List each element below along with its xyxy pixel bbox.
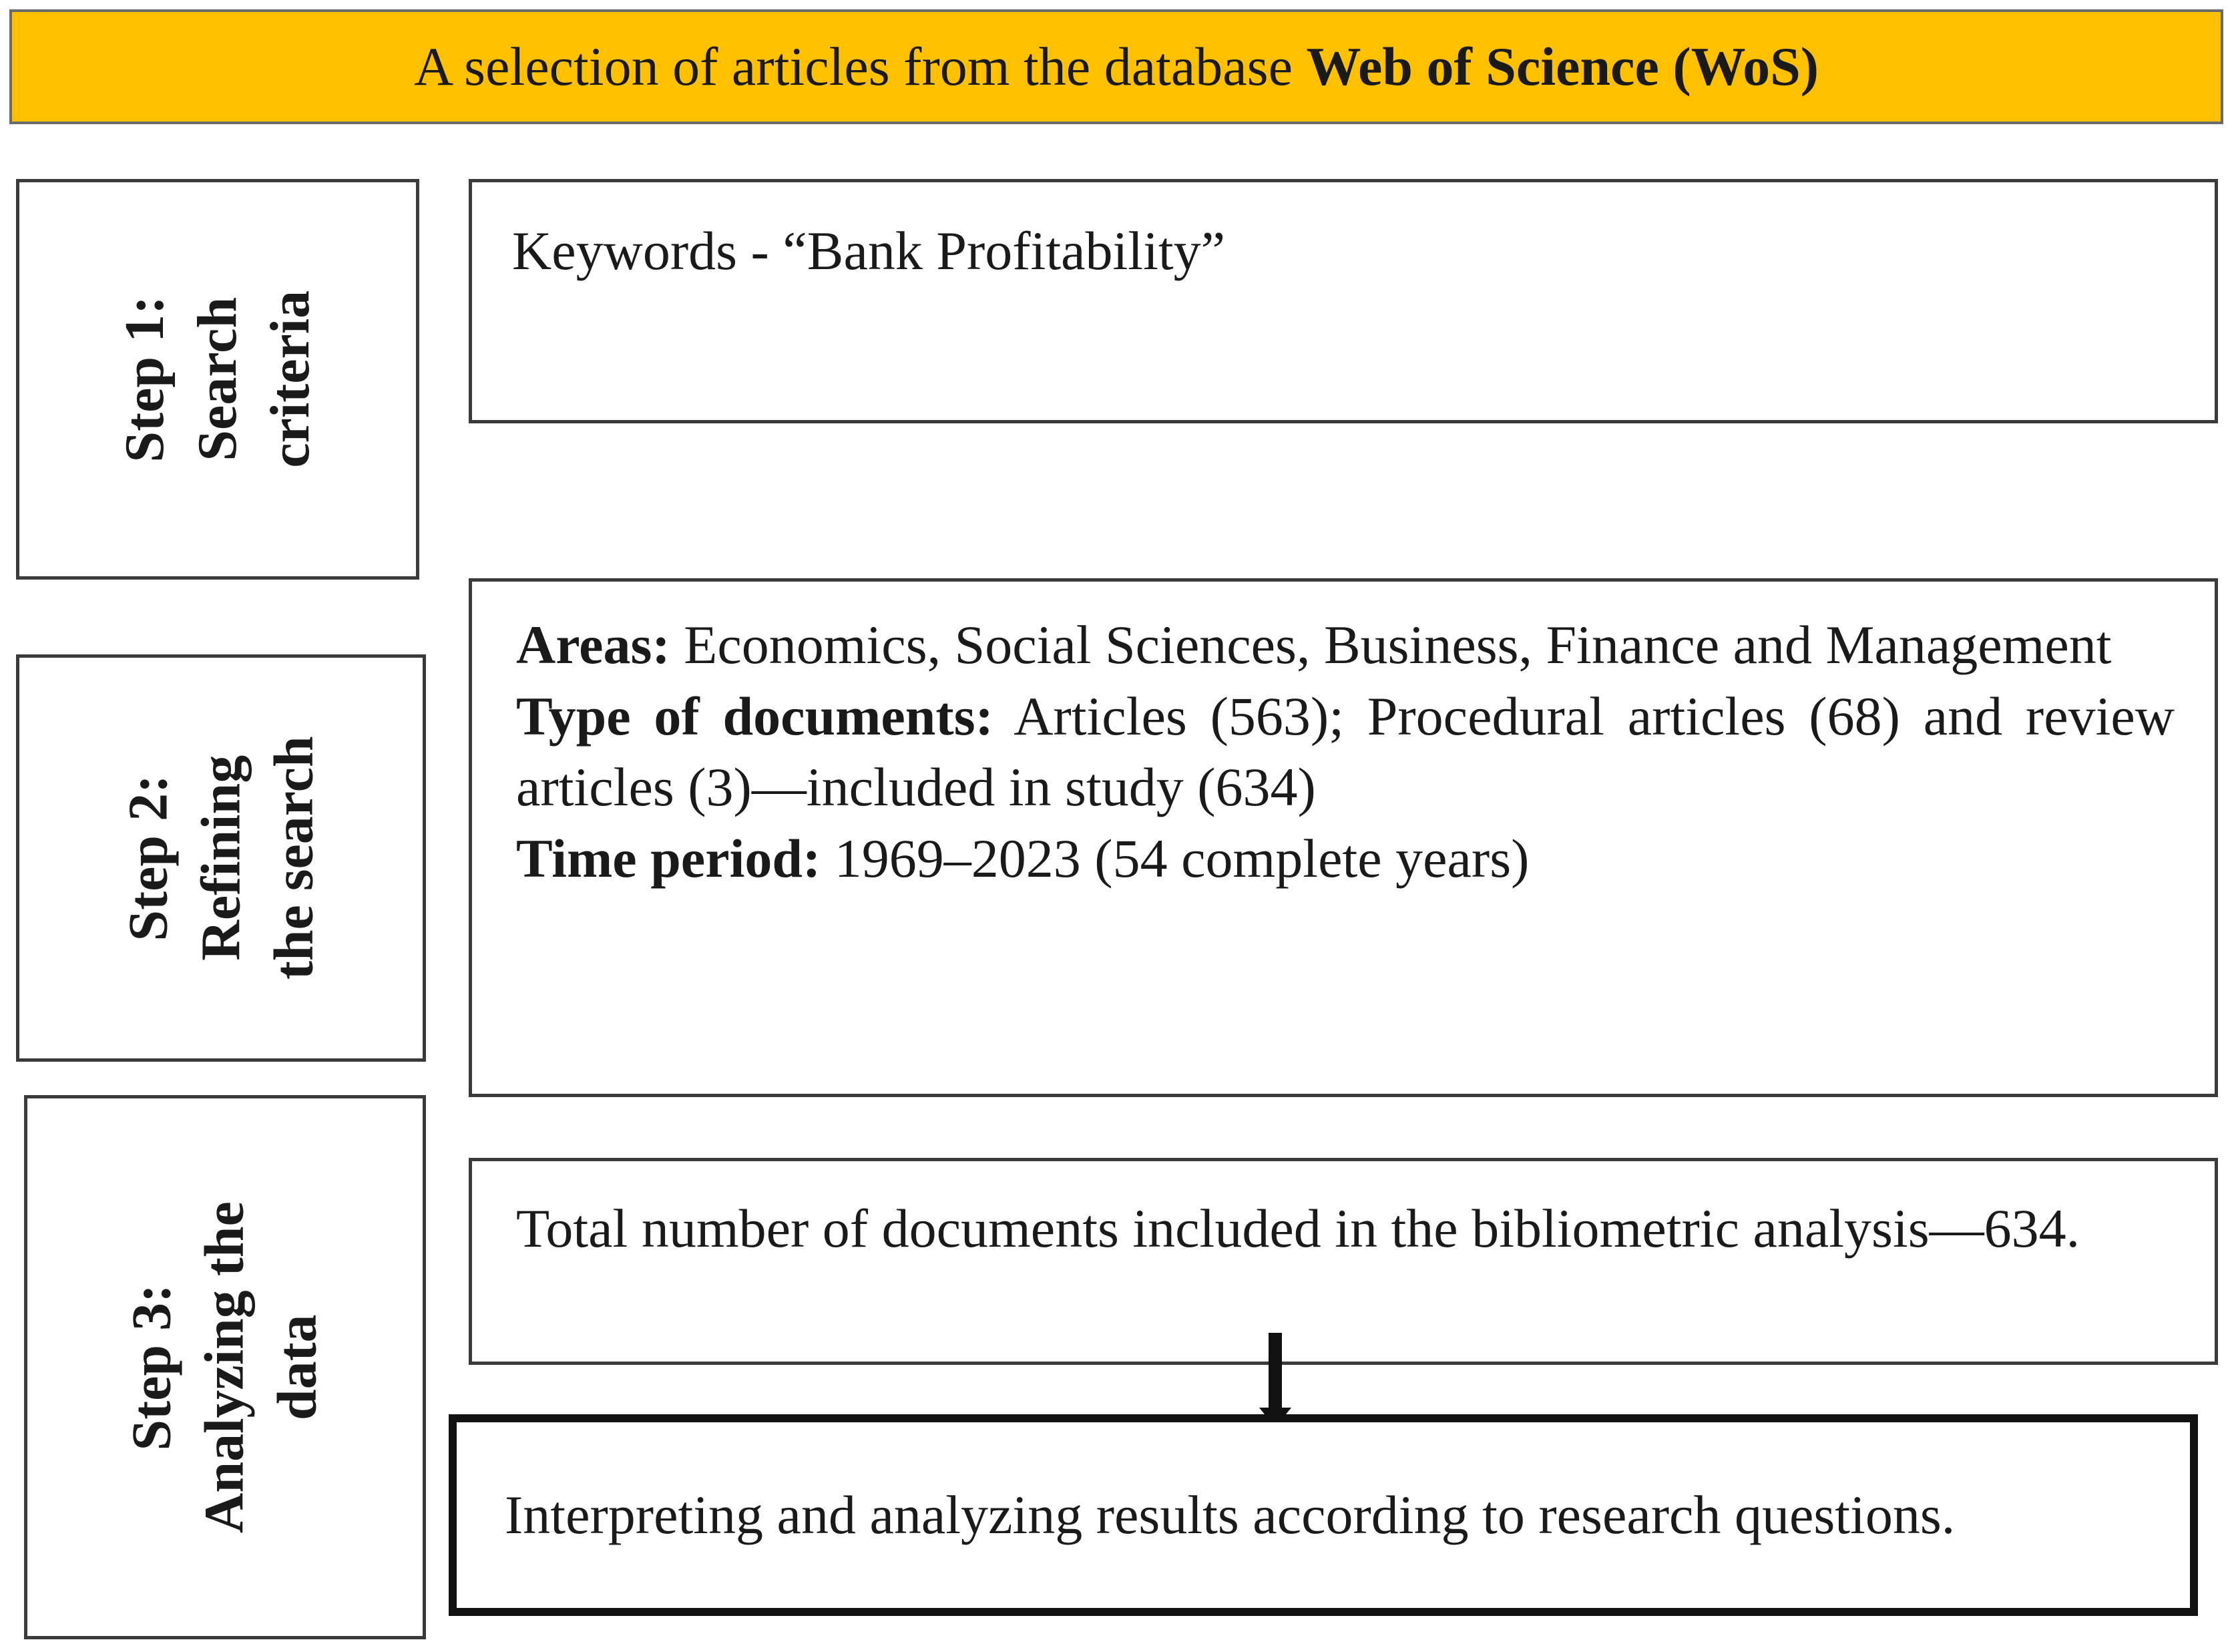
search-criteria-box <box>469 179 2218 423</box>
step-1-label <box>108 290 327 468</box>
time-period-value: 1969–2023 (54 complete years) <box>834 827 1530 889</box>
title-database-name: Web of Science (WoS) <box>1306 36 1819 97</box>
step-1-label-box <box>16 179 419 580</box>
document-types-line <box>516 681 2175 823</box>
step-1-title-line-2: criteria <box>259 290 322 468</box>
step-3-label-box <box>24 1095 426 1639</box>
document-types-label: Type of documents: <box>516 685 993 747</box>
total-documents-box <box>469 1158 2218 1365</box>
time-period-label: Time period: <box>516 827 821 889</box>
step-2-number: Step 2: <box>117 775 180 942</box>
step-3-title-line-2: data <box>266 1314 329 1420</box>
interpretation-box <box>449 1414 2198 1616</box>
total-documents-text: Total number of documents included in the bibliometric analysis—634. <box>516 1198 2080 1259</box>
interpretation-text: Interpreting and analyzing results according to research questions. <box>505 1484 1956 1545</box>
areas-line <box>516 610 2175 681</box>
step-3-number: Step 3: <box>121 1283 184 1451</box>
step-2-title-line-1: Refining <box>190 755 252 962</box>
title-text <box>414 35 1819 98</box>
title-prefix: A selection of articles from the database <box>413 36 1307 97</box>
document-types-value: Articles (563); Procedural articles (68) and review articles (3)—included in study (634) <box>516 685 2175 818</box>
step-1-number: Step 1: <box>114 296 176 463</box>
step-2-label <box>111 737 330 980</box>
refining-search-box <box>469 578 2218 1097</box>
step-2-title-line-2: the search <box>262 736 325 980</box>
title-banner <box>9 9 2223 124</box>
areas-label: Areas: <box>516 614 670 675</box>
step-2-label-box <box>16 654 426 1062</box>
time-period-line <box>516 823 2175 895</box>
step-3-title-line-1: Analyzing the <box>194 1201 256 1534</box>
down-arrow-icon <box>1255 1333 1295 1428</box>
step-1-title-line-1: Search <box>186 297 249 461</box>
step-3-label <box>116 1201 334 1533</box>
areas-value: Economics, Social Sciences, Business, Finance and Management <box>684 614 2112 675</box>
keywords-text: Keywords - “Bank Profitability” <box>512 220 1226 281</box>
